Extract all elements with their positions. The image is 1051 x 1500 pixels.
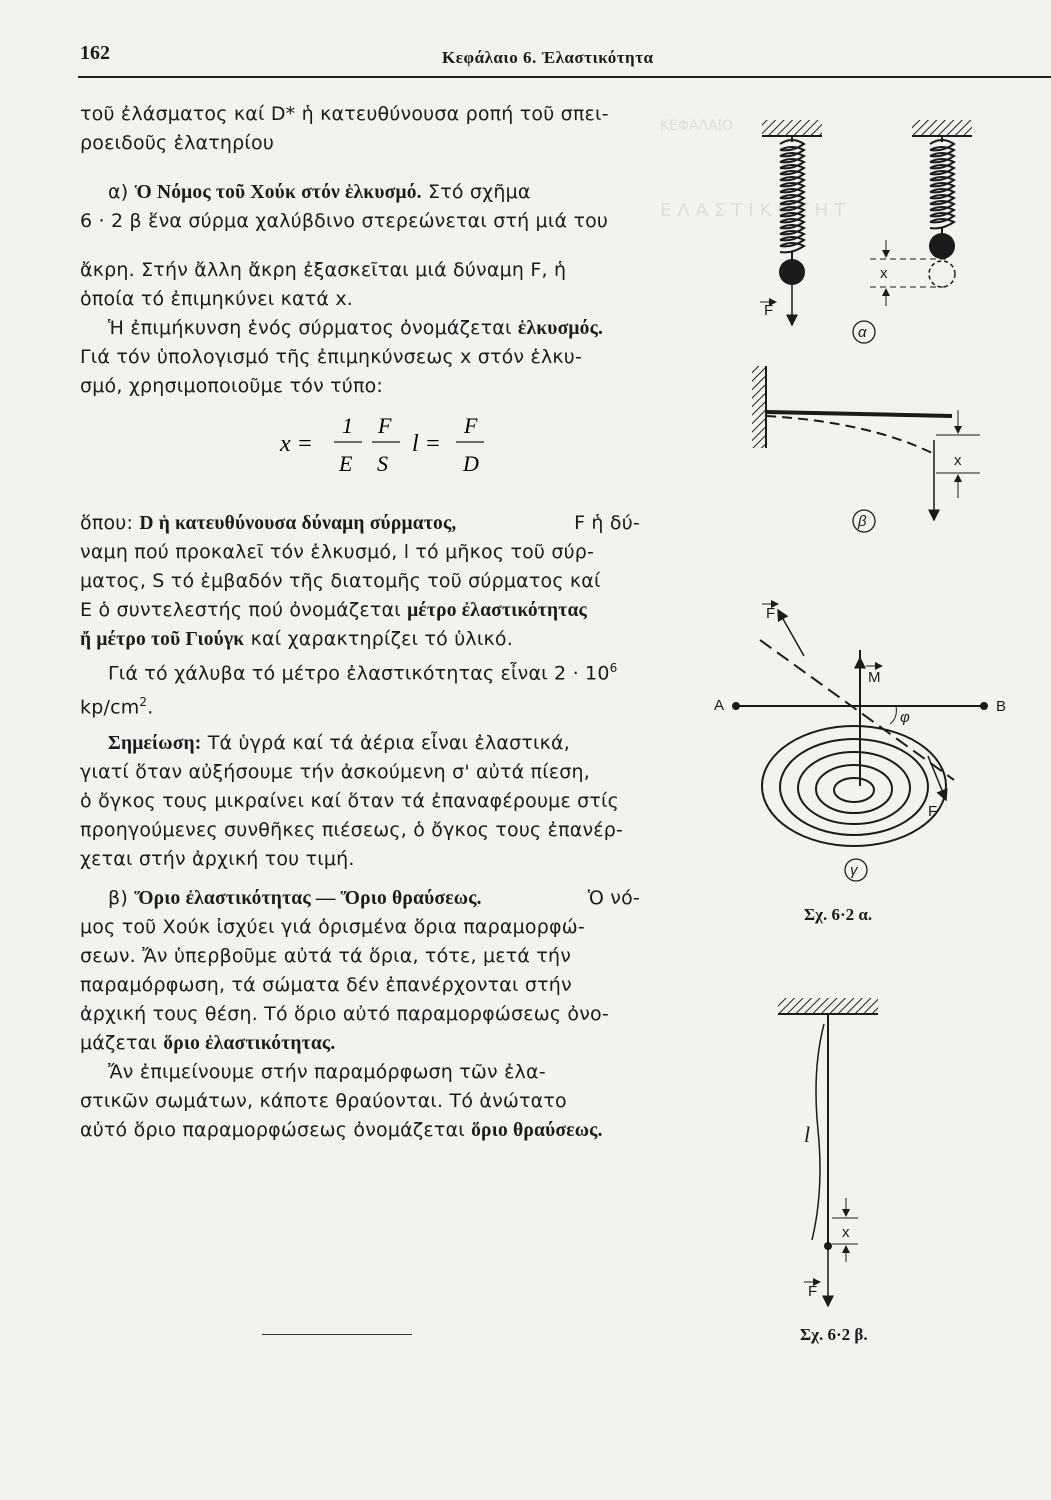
label-x: x [842,1224,850,1241]
text-line [80,1029,640,1058]
defined-term: ὅριο ἐλαστικότητας. [163,1032,336,1054]
text-line [80,625,640,654]
text-line: ναμη πού προκαλεῖ τόν ἑλκυσμό, l τό μῆκος τοῦ σύρ- [80,541,595,563]
text-span: μάζεται [80,1031,158,1054]
exponent: 2 [139,695,148,710]
text-span: Στό σχῆμα [428,181,531,203]
ceiling [778,998,878,1014]
defined-term: ἤ μέτρο τοῦ Γιούγκ [80,629,245,650]
label-F: F [928,803,938,820]
formula-den-3: D [463,451,479,476]
text-span: kp/cm [80,696,140,719]
text-line [80,1116,640,1145]
figure-6-2a [700,110,1020,940]
text-span: E ὁ συντελεστής πού ὀνομάζεται [80,599,401,621]
section-a-first-line [80,178,640,207]
label-A: A [714,697,725,714]
label-B: B [996,698,1007,715]
page-number: 162 [80,42,110,64]
formula-den-1: E [339,451,353,476]
text-line: προηγούμενες συνθῆκες πιέσεως, ὁ ὄγκος τους ἐπανέρ- [80,818,624,841]
formula-num-3: F [464,413,478,438]
text-line: Γιά τόν ὑπολογισμό τῆς ἐπιμηκύνσεως x στόν ἑλκυ- [80,346,583,368]
ceiling-left [762,120,822,136]
exponent: 6 [609,661,618,675]
figure-caption: Σχ. 6·2 β. [800,1325,868,1344]
defined-term: ἑλκυσμός. [517,318,604,339]
bar-bent [766,416,934,454]
defined-term: D ἡ κατευθύνουσα δύναμη σύρματος, [139,513,457,534]
text-line [80,654,640,688]
label-F: F [766,605,776,622]
wire-length-brace [812,1024,824,1240]
text-span: F ἡ δύ- [574,512,640,534]
text-line: ἀρχική τους θέση. Τό ὅριο αὐτό παραμορφώσεως ὀνο- [80,1002,609,1025]
text-span: καί χαρακτηρίζει τό ὑλικό. [250,628,513,650]
displaced-ball-outline [929,261,955,287]
mass-ball [929,233,955,259]
text-span: αὐτό ὅριο παραμορφώσεως ὀνομάζεται [80,1118,465,1141]
footnote-rule [262,1334,412,1335]
text-span: . [147,696,154,719]
label-l: l [804,1122,811,1147]
definition-line [80,314,640,343]
rotated-rod [760,640,954,780]
figure-caption: Σχ. 6·2 α. [804,905,873,924]
panel-label-b: β [858,513,867,530]
bar-rest [766,412,952,416]
label-M: M [868,669,881,686]
force-arrow [778,610,804,656]
section-label: β) [108,886,128,909]
text-line: ὁ ὄγκος τους μικραίνει καί ὅταν τά ἐπαναφέρουμε στίς [80,789,620,812]
label-F: F [764,302,774,319]
bleed-through: ΚΕΦΑΛΑΙΟ [660,118,733,134]
defined-term: μέτρο ἐλαστικότητας [407,600,587,621]
text-span: Ἡ ἐπιμήκυνση ἑνός σύρματος ὀνομάζεται [108,317,512,339]
text-line: τοῦ ἐλάσματος καί D* ἡ κατευθύνουσα ροπή τοῦ σπει- [80,103,609,125]
formula-num-1: 1 [342,413,353,438]
text-line: χεται στήν ἀρχική του τιμή. [80,847,355,870]
text-line: ἄκρη. Στήν ἄλλη ἄκρη ἐξασκεῖται μιά δύναμη F, ἡ [80,259,567,281]
text-line: σεων. Ἄν ὑπερβοῦμε αὐτά τά ὅρια, τότε, μετά τήν [80,944,572,967]
formula-lhs: x = [280,431,313,457]
hooke-formula [80,401,640,477]
text-line: στικῶν σωμάτων, κάποτε θραύονται. Τό ἀνώτατο [80,1089,567,1112]
where-first-line [80,509,640,538]
bleed-through: ΕΛΑΣΤΙΚΟΤΗΤ [660,200,852,221]
section-b-first-line [80,884,640,913]
text-line: Ἄν ἐπιμείνουμε στήν παραμόρφωση τῶν ἐλα- [108,1060,546,1083]
section-heading: Ὁ Νόμος τοῦ Χούκ στόν ἑλκυσμό. [134,182,422,203]
section-label: α) [108,181,129,203]
text-line: ματος, S τό ἐμβαδόν τῆς διατομῆς τοῦ σύρματος καί [80,570,601,592]
section-heading: Ὅριο ἐλαστικότητας — Ὅριο θραύσεως. [134,887,482,909]
mass-ball [779,259,805,285]
panel-label-a: α [858,324,867,341]
panel-b-cantilever [752,366,980,532]
formula-num-2: F [378,413,392,438]
label-F: F [808,1283,818,1300]
label-phi: φ [900,709,910,726]
formula-mid: l = [412,431,441,457]
running-header: Κεφάλαιο 6. Ἐλαστικότητα [442,48,654,67]
label-x: x [954,452,962,469]
note-label: Σημείωση: [108,732,202,754]
text-line: 6 · 2 β ἕνα σύρμα χαλύβδινο στερεώνεται στή μιά του [80,210,609,232]
panel-c-spiral [714,604,1006,881]
ceiling-right [912,120,972,136]
spring-right [930,136,954,234]
force-arrow [928,756,946,800]
text-line: ὁποία τό ἐπιμηκύνει κατά x. [80,288,354,310]
panel-label-c: γ [850,862,858,879]
defined-term: ὅριο θραύσεως. [471,1119,603,1141]
spring-left [780,136,804,260]
text-line: μος τοῦ Χούκ ἰσχύει γιά ὁρισμένα ὅρια παραμορφώ- [80,915,585,938]
text-line: σμό, χρησιμοποιοῦμε τόν τύπο: [80,375,384,397]
text-span: Γιά τό χάλυβα τό μέτρο ἐλαστικότητας εἶναι 2 · 10 [108,662,610,685]
text-span: Ὁ νό- [587,886,640,909]
figure-6-2b [700,990,1020,1350]
body-text [80,100,640,1145]
text-line: παραμόρφωση, τά σώματα δέν ἐπανέρχονται στήν [80,973,572,996]
text-line: γιατί ὅταν αὐξήσουμε τήν ἀσκούμενη σ' αὐτά πίεση, [80,760,591,783]
note-first-line [80,729,640,758]
text-line: ροειδοῦς ἐλατηρίου [80,132,275,154]
text-span: Τά ὑγρά καί τά ἀέρια εἶναι ἐλαστικά, [207,731,571,754]
text-line [80,688,640,722]
wall [752,366,766,448]
header-rule [78,76,1051,78]
text-span: ὅπου: [80,512,134,534]
text-line [80,596,640,625]
label-x: x [880,265,888,282]
panel-a-springs [760,120,972,343]
formula-den-2: S [377,451,388,476]
